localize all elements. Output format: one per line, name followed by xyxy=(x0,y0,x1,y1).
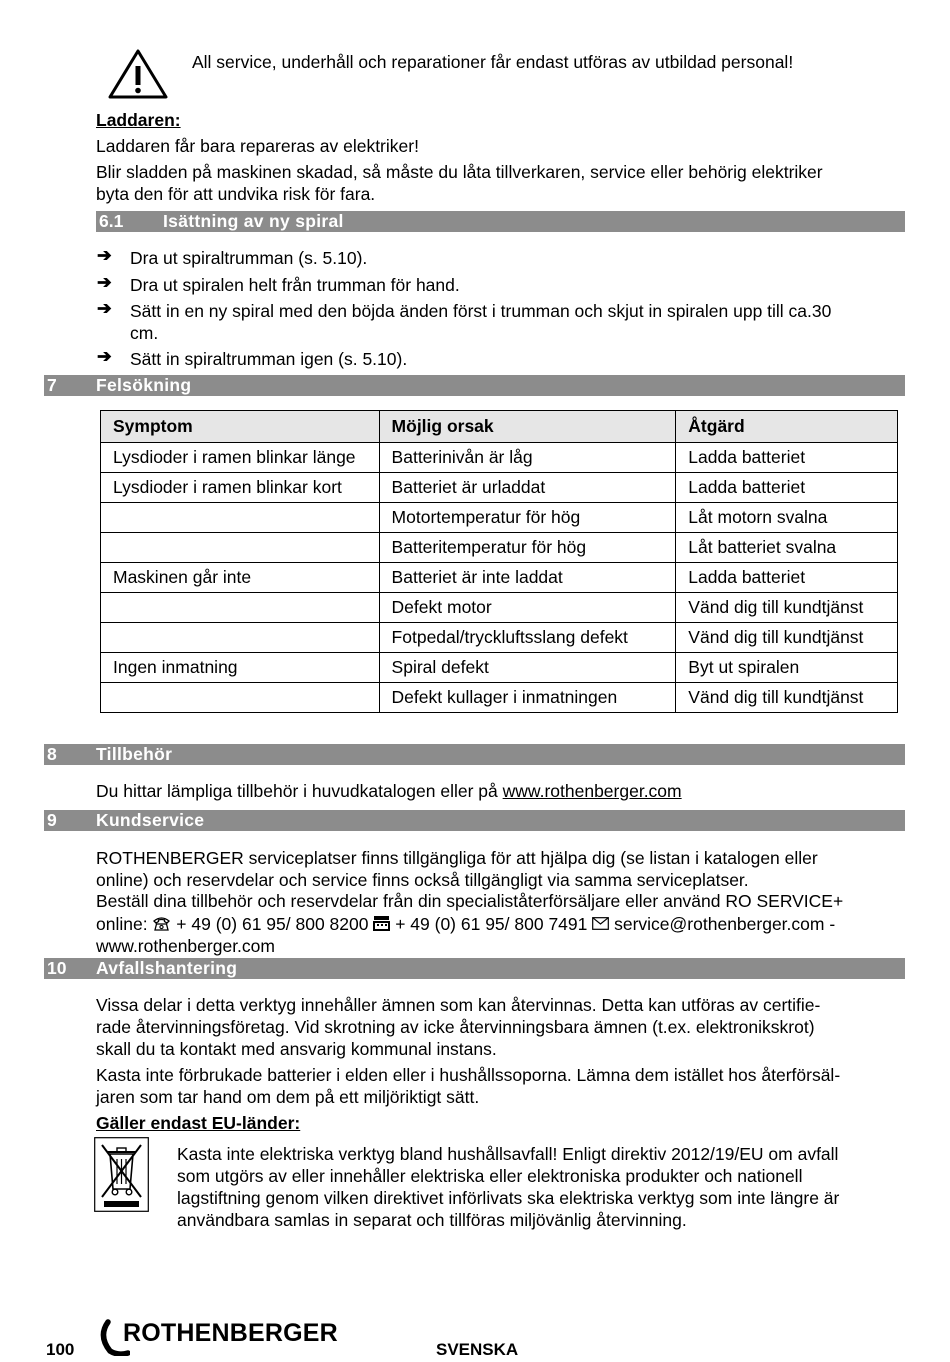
cell-symptom xyxy=(101,503,380,533)
phone-icon xyxy=(152,916,171,931)
section-number: 9 xyxy=(47,810,57,830)
email-address[interactable]: service@rothenberger.com - xyxy=(609,914,836,934)
charger-line-3: byta den för att undvika risk för fara. xyxy=(96,184,376,204)
step-1: Dra ut spiraltrumman (s. 5.10). xyxy=(130,248,368,268)
header-cause: Möjlig orsak xyxy=(379,411,676,443)
troubleshooting-table xyxy=(100,410,898,713)
disposal-p1-line-1: Vissa delar i detta verktyg innehåller ämnen som kan återvinnas. Detta kan utföras av certifie- xyxy=(96,995,821,1015)
cell-symptom: Lysdioder i ramen blinkar länge xyxy=(101,443,380,473)
table-row xyxy=(101,503,898,533)
section-number: 10 xyxy=(47,958,67,978)
section-title: Tillbehör xyxy=(96,744,173,764)
cell-cause: Motortemperatur för hög xyxy=(379,503,676,533)
footer-language: SVENSKA xyxy=(436,1340,519,1359)
cell-action: Ladda batteriet xyxy=(676,563,898,593)
service-web[interactable]: www.rothenberger.com xyxy=(96,936,275,956)
section-8-bar xyxy=(44,744,905,765)
step-3-cont: cm. xyxy=(130,323,159,343)
disposal-p1-line-3: skall du ta kontakt med ansvarig kommunal instans. xyxy=(96,1039,497,1059)
website-link[interactable]: www.rothenberger.com xyxy=(502,781,682,801)
cell-cause: Defekt kullager i inmatningen xyxy=(379,683,676,713)
cell-cause: Batterinivån är låg xyxy=(379,443,676,473)
section-title: Felsökning xyxy=(96,375,192,395)
table-row xyxy=(101,623,898,653)
section-6-1-bar xyxy=(96,211,905,232)
eu-text-line-2: som utgörs av eller innehåller elektriska eller elektroniska produkter och nationell xyxy=(177,1166,803,1186)
table-row xyxy=(101,653,898,683)
table-row xyxy=(101,443,898,473)
table-row xyxy=(101,683,898,713)
disposal-p1-line-2: rade återvinningsföretag. Vid skrotning av icke återvinningsbara ämnen (t.ex. elektronikskrot) xyxy=(96,1017,815,1037)
logo-wordmark: ROTHENBERGER xyxy=(123,1319,338,1347)
fax-icon xyxy=(373,915,390,931)
cell-action: Vänd dig till kundtjänst xyxy=(676,683,898,713)
cell-action: Ladda batteriet xyxy=(676,443,898,473)
cell-cause: Spiral defekt xyxy=(379,653,676,683)
accessories-label: Du hittar lämpliga tillbehör i huvudkatalogen eller på xyxy=(96,781,503,801)
section-title: Kundservice xyxy=(96,810,205,830)
cell-cause: Fotpedal/tryckluftsslang defekt xyxy=(379,623,676,653)
cell-action: Byt ut spiralen xyxy=(676,653,898,683)
cell-action: Låt batteriet svalna xyxy=(676,533,898,563)
cell-cause: Batteriet är inte laddat xyxy=(379,563,676,593)
cell-symptom xyxy=(101,683,380,713)
phone-number: + 49 (0) 61 95/ 800 8200 xyxy=(171,914,374,934)
section-title: Avfallshantering xyxy=(96,958,238,978)
eu-text-line-1: Kasta inte elektriska verktyg bland hushållsavfall! Enligt direktiv 2012/19/EU om avfall xyxy=(177,1144,839,1164)
cell-symptom xyxy=(101,593,380,623)
page-number: 100 xyxy=(46,1340,75,1359)
cell-cause: Batteriet är urladdat xyxy=(379,473,676,503)
section-9-bar xyxy=(44,810,905,831)
cell-symptom: Lysdioder i ramen blinkar kort xyxy=(101,473,380,503)
section-10-bar xyxy=(44,958,905,979)
arrow-icon: ➔ xyxy=(97,272,112,292)
section-number: 7 xyxy=(47,375,57,395)
charger-heading: Laddaren: xyxy=(96,110,181,130)
cell-action: Vänd dig till kundtjänst xyxy=(676,623,898,653)
disposal-p2-line-2: jaren som tar hand om dem på ett miljöriktigt sätt. xyxy=(96,1087,480,1107)
table-header-row xyxy=(101,411,898,443)
cell-action: Vänd dig till kundtjänst xyxy=(676,593,898,623)
table-row xyxy=(101,533,898,563)
accessories-text xyxy=(96,780,916,802)
arrow-icon: ➔ xyxy=(97,245,112,265)
section-title: Isättning av ny spiral xyxy=(163,211,344,231)
rothenberger-logo xyxy=(96,1318,346,1356)
header-action: Åtgärd xyxy=(676,411,898,443)
cell-action: Låt motorn svalna xyxy=(676,503,898,533)
warning-text: All service, underhåll och reparationer får endast utföras av utbildad personal! xyxy=(192,52,794,72)
cell-symptom: Maskinen går inte xyxy=(101,563,380,593)
cell-action: Ladda batteriet xyxy=(676,473,898,503)
service-line-1: ROTHENBERGER serviceplatser finns tillgängliga för att hjälpa dig (se listan i katalogen eller xyxy=(96,848,818,868)
disposal-p2-line-1: Kasta inte förbrukade batterier i elden eller i hushållssoporna. Lämna dem istället hos återförsäl- xyxy=(96,1065,841,1085)
service-line-2: online) och reservdelar och service finns också tillgängligt via samma serviceplatser. xyxy=(96,870,749,890)
section-number: 6.1 xyxy=(99,211,124,231)
cell-cause: Batteritemperatur för hög xyxy=(379,533,676,563)
arrow-icon: ➔ xyxy=(97,298,112,318)
table-row xyxy=(101,473,898,503)
header-symptom: Symptom xyxy=(101,411,380,443)
warning-icon xyxy=(107,48,169,100)
cell-symptom xyxy=(101,623,380,653)
weee-bin-icon xyxy=(94,1137,149,1212)
section-number: 8 xyxy=(47,744,57,764)
charger-line-1: Laddaren får bara repareras av elektriker! xyxy=(96,136,419,156)
step-2: Dra ut spiralen helt från trumman för hand. xyxy=(130,275,460,295)
step-3: Sätt in en ny spiral med den böjda änden först i trumman och skjut in spiralen upp till ca.30 xyxy=(130,301,832,321)
step-4: Sätt in spiraltrumman igen (s. 5.10). xyxy=(130,349,408,369)
arrow-icon: ➔ xyxy=(97,346,112,366)
mail-icon xyxy=(592,917,609,930)
cell-symptom xyxy=(101,533,380,563)
service-line-3: Beställ dina tillbehör och reservdelar från din specialiståterförsäljare eller använd RO SERVICE+ xyxy=(96,891,844,911)
eu-text-line-3: lagstiftning genom vilken direktivet införlivats ska elektriska verktyg som inte längre är xyxy=(177,1188,840,1208)
table-row xyxy=(101,563,898,593)
table-row xyxy=(101,593,898,623)
eu-heading: Gäller endast EU-länder: xyxy=(96,1113,301,1133)
cell-symptom: Ingen inmatning xyxy=(101,653,380,683)
service-contact-line xyxy=(96,913,916,935)
charger-line-2: Blir sladden på maskinen skadad, så måste du låta tillverkaren, service eller behörig elektriker xyxy=(96,162,823,182)
eu-text-line-4: användbara samlas in separat och tillföras miljövänlig återvinning. xyxy=(177,1210,687,1230)
section-7-bar xyxy=(44,375,905,396)
cell-cause: Defekt motor xyxy=(379,593,676,623)
online-label: online: xyxy=(96,914,153,934)
fax-number: + 49 (0) 61 95/ 800 7491 xyxy=(390,914,593,934)
